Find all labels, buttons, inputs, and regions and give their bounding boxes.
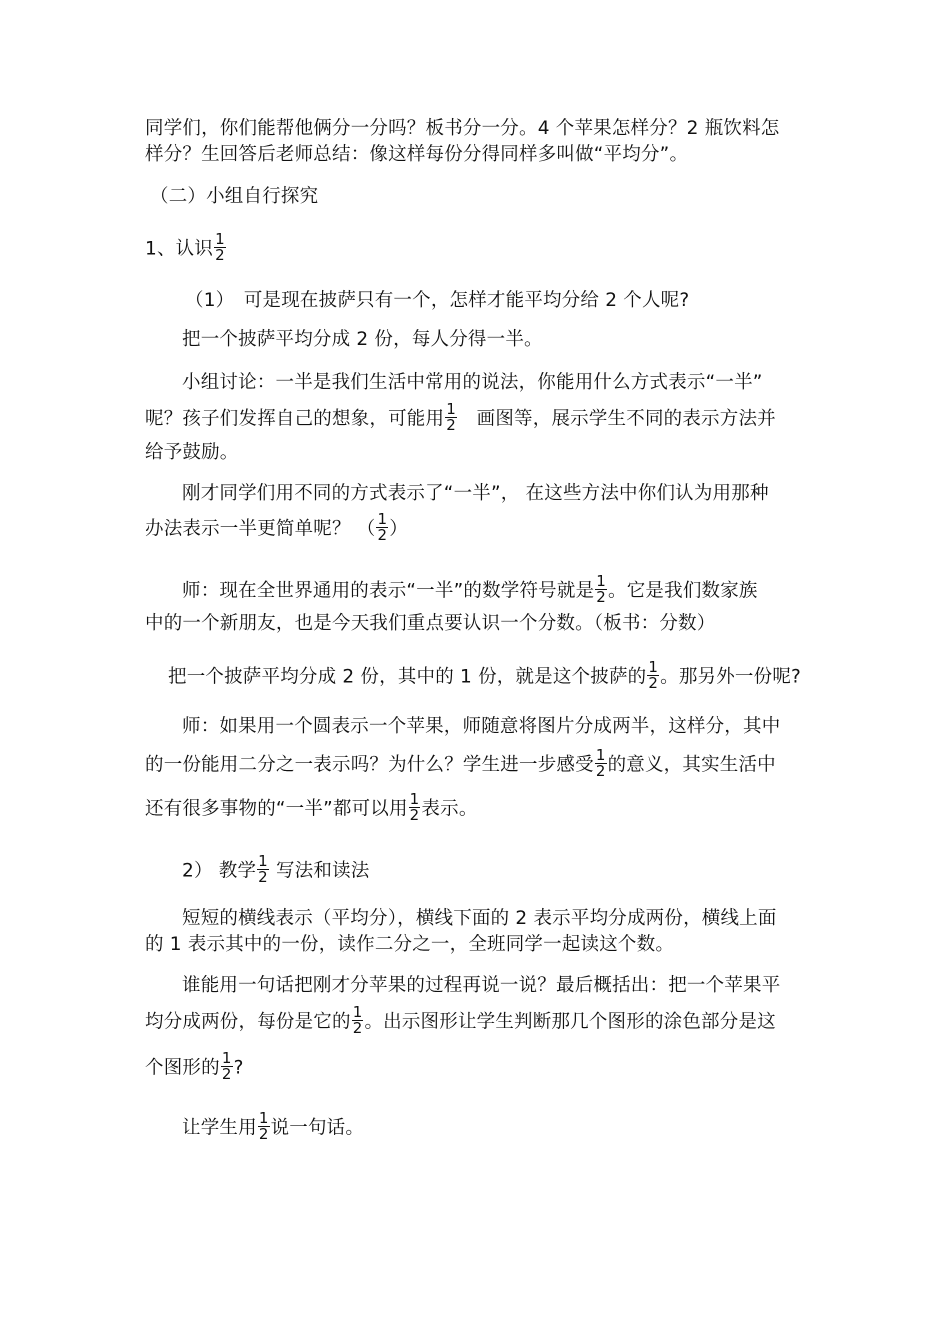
line-desc-1: 短短的横线表示（平均分），横线下面的 2 表示平均分成两份，横线上面 xyxy=(182,908,777,929)
fraction-one-half: $\frac{1}{2}$ xyxy=(648,658,659,692)
fraction-one-half: $\frac{1}{2}$ xyxy=(377,510,388,544)
discussion-line-2-b: 画图等，展示学生不同的表示方法并 xyxy=(457,408,776,430)
teacher2-line-3-a: 还有很多事物的“一半”都可以用 xyxy=(145,798,408,820)
item-2-a: 2） 教学 xyxy=(182,860,257,882)
question-1: （1） 可是现在披萨只有一个，怎样才能平均分给 2 个人呢? xyxy=(185,290,690,311)
just-line-2 xyxy=(0,510,950,545)
last-line-b: 说一句话。 xyxy=(270,1117,365,1139)
fraction-one-half: $\frac{1}{2}$ xyxy=(596,572,607,606)
who-line-3 xyxy=(0,1049,950,1084)
item-2-b: 写法和读法 xyxy=(269,860,370,882)
who-line-1: 谁能用一句话把刚才分苹果的过程再说一说？最后概括出：把一个苹果平 xyxy=(182,975,781,996)
pizza-line-b: 。那另外一份呢? xyxy=(660,666,802,688)
who-line-2 xyxy=(0,1003,950,1038)
section-heading: （二）小组自行探究 xyxy=(150,186,319,207)
discussion-line-1: 小组讨论：一半是我们生活中常用的说法，你能用什么方式表示“一半” xyxy=(182,372,763,393)
just-line-2-b: ） xyxy=(389,518,408,540)
item-2-heading xyxy=(0,852,950,887)
line-desc-2: 的 1 表示其中的一份，读作二分之一，全班同学一起读这个数。 xyxy=(145,934,675,955)
discussion-line-3: 给予鼓励。 xyxy=(145,442,239,463)
teacher-line-1-a: 师：现在全世界通用的表示“一半”的数学符号就是 xyxy=(182,580,595,602)
pizza-line xyxy=(0,658,950,693)
teacher2-line-2-a: 的一份能用二分之一表示吗？为什么？学生进一步感受 xyxy=(145,754,594,776)
teacher2-line-3-b: 表示。 xyxy=(421,798,478,820)
fraction-one-half: $\frac{1}{2}$ xyxy=(595,746,606,780)
fraction-one-half: $\frac{1}{2}$ xyxy=(409,790,420,824)
fraction-one-half: $\frac{1}{2}$ xyxy=(352,1003,363,1037)
teacher2-line-1: 师：如果用一个圆表示一个苹果，师随意将图片分成两半，这样分，其中 xyxy=(182,716,781,737)
intro-line-1: 同学们，你们能帮他俩分一分吗？板书分一分。4 个苹果怎样分？2 瓶饮料怎 xyxy=(145,118,780,139)
fraction-one-half: $\frac{1}{2}$ xyxy=(258,852,268,886)
last-line-a: 让学生用 xyxy=(182,1117,257,1139)
teacher2-line-3 xyxy=(0,790,950,825)
last-line xyxy=(0,1109,950,1144)
fraction-one-half: $\frac{1}{2}$ xyxy=(221,1049,232,1083)
teacher-line-2: 中的一个新朋友，也是今天我们重点要认识一个分数。（板书：分数） xyxy=(145,613,716,634)
item-1-heading xyxy=(0,230,950,265)
answer-1: 把一个披萨平均分成 2 份，每人分得一半。 xyxy=(182,329,543,350)
teacher-line-1 xyxy=(0,572,950,607)
who-line-2-a: 均分成两份，每份是它的 xyxy=(145,1011,351,1033)
teacher2-line-2-b: 的意义，其实生活中 xyxy=(607,754,776,776)
intro-line-2: 样分？生回答后老师总结：像这样每份分得同样多叫做“平均分”。 xyxy=(145,144,689,165)
teacher2-line-2 xyxy=(0,746,950,781)
item-1-label: 1、认识 xyxy=(145,238,214,260)
just-line-1: 刚才同学们用不同的方式表示了“一半”， 在这些方法中你们认为用那种 xyxy=(182,483,769,504)
just-line-2-a: 办法表示一半更简单呢？ （ xyxy=(145,518,376,540)
fraction-one-half: $\frac{1}{2}$ xyxy=(446,400,456,434)
discussion-line-2 xyxy=(0,400,950,435)
who-line-3-b: ? xyxy=(233,1057,244,1079)
pizza-line-a: 把一个披萨平均分成 2 份，其中的 1 份，就是这个披萨的 xyxy=(168,666,647,688)
fraction-one-half: $\frac{1}{2}$ xyxy=(258,1109,269,1143)
who-line-3-a: 个图形的 xyxy=(145,1057,220,1079)
who-line-2-b: 。出示图形让学生判断那几个图形的涂色部分是这 xyxy=(364,1011,776,1033)
fraction-one-half: $\frac{1}{2}$ xyxy=(215,230,225,264)
discussion-line-2-a: 呢？孩子们发挥自己的想象，可能用 xyxy=(145,408,445,430)
teacher-line-1-b: 。它是我们数家族 xyxy=(608,580,758,602)
